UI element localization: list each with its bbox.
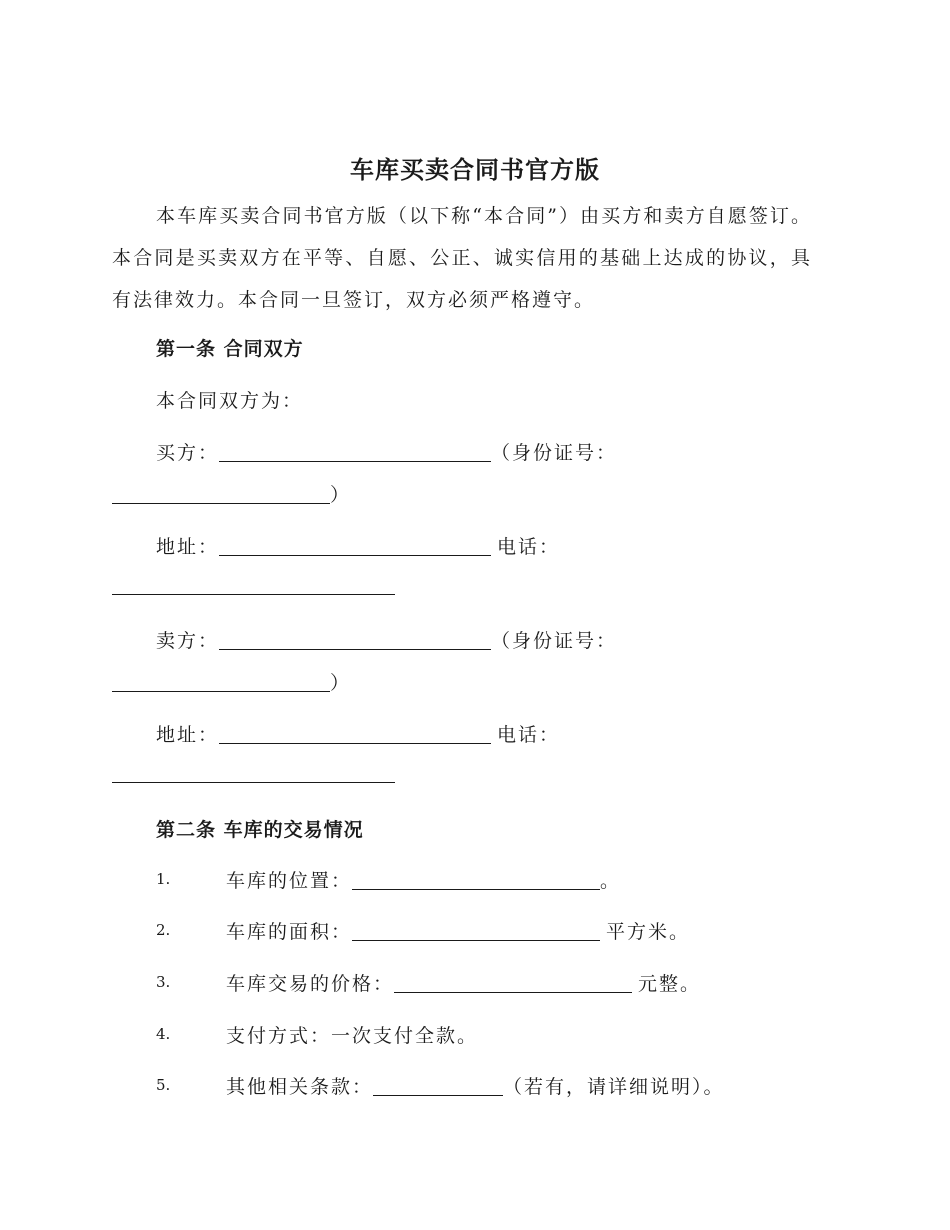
- buyer-label: 买方：: [156, 442, 220, 464]
- other-terms-blank: [373, 1075, 503, 1096]
- buyer-id-blank: [112, 483, 330, 504]
- garage-location-blank: [352, 869, 600, 890]
- item-other-terms: [226, 1072, 725, 1099]
- article1-lead: 本合同双方为：: [156, 390, 304, 412]
- item-suffix: 元整。: [638, 973, 702, 995]
- seller-id-blank: [112, 671, 330, 692]
- seller-address-line: [156, 720, 560, 747]
- article1-heading: 第一条 合同双方: [156, 338, 304, 360]
- item-suffix: （若有，请详细说明）。: [503, 1076, 725, 1098]
- seller-label: 卖方：: [156, 630, 220, 652]
- seller-phone-blank: [112, 762, 395, 783]
- item-number: 1.: [156, 870, 171, 888]
- document-title: 车库买卖合同书官方版: [350, 156, 600, 184]
- seller-name-blank: [219, 629, 491, 650]
- item-number: 3.: [156, 973, 171, 991]
- seller-address-label: 地址：: [156, 724, 220, 746]
- seller-id-label: （身份证号：: [491, 630, 618, 652]
- item-label: 车库交易的价格：: [226, 973, 395, 995]
- seller-id-line: [112, 668, 351, 695]
- seller-line: [156, 626, 617, 653]
- item-garage-location: [226, 866, 621, 893]
- seller-id-close: ）: [330, 672, 352, 694]
- seller-phone-label: 电话：: [497, 724, 561, 746]
- item-garage-area: [226, 917, 690, 944]
- buyer-address-label: 地址：: [156, 536, 220, 558]
- item-label: 支付方式：一次支付全款。: [226, 1025, 479, 1047]
- garage-price-blank: [394, 972, 632, 993]
- item-suffix: 。: [600, 870, 622, 892]
- item-label: 车库的面积：: [226, 921, 353, 943]
- item-garage-price: [226, 969, 701, 996]
- item-number: 2.: [156, 921, 171, 939]
- buyer-phone-line: [112, 574, 395, 597]
- item-suffix: 平方米。: [606, 921, 691, 943]
- garage-area-blank: [352, 920, 600, 941]
- buyer-id-close: ）: [330, 484, 352, 506]
- buyer-id-line: [112, 480, 351, 507]
- buyer-name-blank: [219, 441, 491, 462]
- intro-paragraph: 本车库买卖合同书官方版（以下称“本合同”）由买方和卖方自愿签订。本合同是买卖双方在平等、自愿、公正、诚实信用的基础上达成的协议，具有法律效力。本合同一旦签订，双方必须严格遵守。: [112, 205, 812, 311]
- article2-heading: 第二条 车库的交易情况: [156, 819, 364, 841]
- buyer-phone-label: 电话：: [497, 536, 561, 558]
- item-label: 其他相关条款：: [226, 1076, 374, 1098]
- buyer-phone-blank: [112, 574, 395, 595]
- buyer-line: [156, 438, 617, 465]
- buyer-address-blank: [219, 535, 491, 556]
- seller-phone-line: [112, 762, 395, 785]
- item-label: 车库的位置：: [226, 870, 353, 892]
- buyer-id-label: （身份证号：: [491, 442, 618, 464]
- buyer-address-line: [156, 532, 560, 559]
- item-payment-method: [226, 1021, 478, 1048]
- seller-address-blank: [219, 723, 491, 744]
- item-number: 4.: [156, 1025, 171, 1043]
- item-number: 5.: [156, 1076, 171, 1094]
